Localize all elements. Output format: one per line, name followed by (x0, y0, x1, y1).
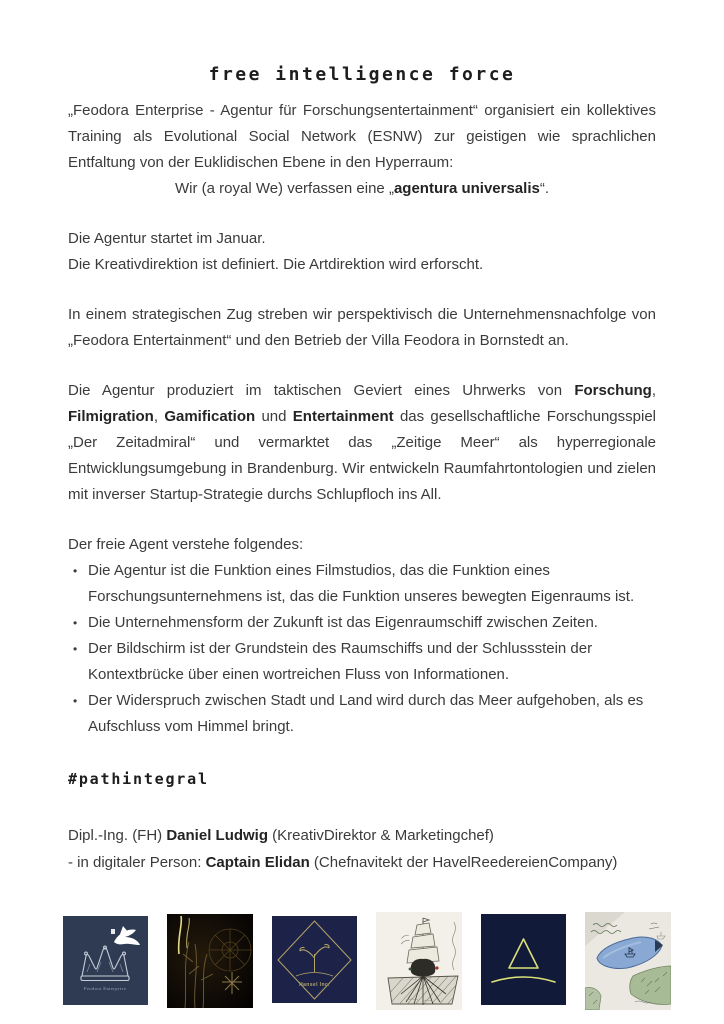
feodora-enterprise-logo (63, 916, 148, 1005)
paragraph-intro: „Feodora Enterprise - Agentur für Forschungsentertainment“ organisiert ein kollektives Training als Evolutional Social Network (ESNW) zur geistigen wie sprachlichen Entfaltung von der Euklidischen Ebene in den Hyperraum: (68, 102, 656, 171)
list-item (68, 610, 656, 636)
paragraph-direktion: Die Kreativdirektion ist definiert. Die Artdirektion wird erforscht. (68, 256, 484, 273)
ship-tree-sketch (376, 912, 462, 1010)
page-title: free intelligence force (208, 64, 516, 85)
footer-image-row (63, 912, 671, 1010)
crown-dove-icon (63, 916, 148, 1005)
hashtag-pathintegral: #pathintegral (68, 770, 209, 788)
triangle-horizon-logo (481, 914, 566, 1005)
bullet-icon: • (73, 694, 78, 708)
ship-sketch-illustration (376, 912, 462, 1010)
boat-map-illustration (585, 912, 671, 1010)
logo-caption: Feodora Enterprise (83, 986, 127, 991)
signature-line-1: Dipl.-Ing. (FH) Daniel Ludwig (KreativDirektor & Marketingchef) (68, 827, 494, 844)
paragraph-agent-intro: Der freie Agent verstehe folgendes: (68, 536, 304, 553)
triangle-horizon-icon (481, 914, 566, 1005)
bullet-icon: • (73, 564, 78, 578)
bullet-icon: • (73, 616, 78, 630)
bullet-icon: • (73, 642, 78, 656)
list-item-text: Die Unternehmensform der Zukunft ist das Eigenraumschiff zwischen Zeiten. (88, 614, 598, 631)
list-item (68, 558, 656, 610)
dove-icon (111, 926, 140, 945)
list-item-text: Der Widerspruch zwischen Stadt und Land wird durch das Meer aufgehoben, als es Aufschluss vom Himmel bringt. (88, 692, 644, 735)
list-item (68, 688, 656, 740)
night-branches-photo (167, 914, 253, 1008)
agent-principles-list (68, 558, 656, 740)
diamond-sprout-icon (272, 916, 357, 1003)
paragraph-start-januar: Die Agentur startet im Januar. (68, 230, 266, 247)
list-item (68, 636, 656, 688)
paragraph-royal-we: Wir (a royal We) verfassen eine „agentura universalis“. (174, 180, 550, 197)
paragraph-strategischer-zug: In einem strategischen Zug streben wir perspektivisch die Unternehmensnachfolge von „Feodora Entertainment“ und den Betrieb der Villa Feodora in Bornstedt an. (68, 306, 656, 349)
list-item-text: Der Bildschirm ist der Grundstein des Raumschiffs und der Schlussstein der Kontextbrücke über einen wortreichen Fluss von Informationen. (88, 640, 593, 683)
list-item-text: Die Agentur ist die Funktion eines Filmstudios, das die Funktion eines Forschungsunternehmens ist, das die Funktion unseres bewegten Eigenraums ist. (88, 562, 635, 605)
paper-boat-map-sketch (585, 912, 671, 1010)
logo-caption: Hansel Inc. (299, 982, 330, 988)
signature-line-2: - in digitaler Person: Captain Elidan (Chefnavitekt der HavelReedereienCompany) (68, 854, 618, 871)
hansel-inc-logo (272, 916, 357, 1003)
paragraph-produktion: Die Agentur produziert im taktischen Geviert eines Uhrwerks von Forschung, Filmigration, Gamification und Entertainment das gesellschaftliche Forschungsspiel „Der Zeitadmiral“ und vermarktet das „Zeitige Meer“ als hyperregionale Entwicklungsumgebung in Brandenburg. Wir entwickeln Raumfahrtontologien und zielen mit inverser Startup-Strategie durchs Schlupfloch ins All. (68, 382, 656, 503)
night-photo-illustration (167, 914, 253, 1008)
